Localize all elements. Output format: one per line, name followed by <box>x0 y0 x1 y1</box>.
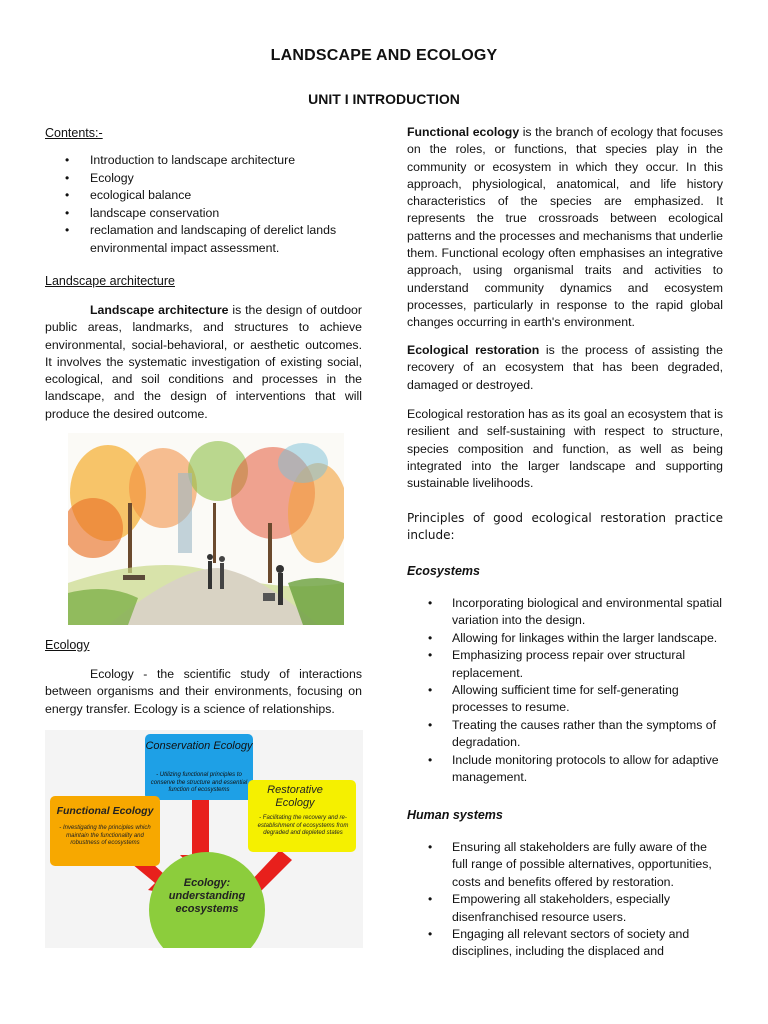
ecology-heading: Ecology <box>45 638 90 652</box>
list-item: • Introduction to landscape architecture <box>45 152 363 170</box>
landscape-architecture-paragraph: Landscape architecture is the design of outdoor public areas, landmarks, and structures to achieve environmental, social-behavioral, or aesthetic outcomes. It involves the systematic investigation of existing social, ecological, and soil conditions and processes in the landscape, and the design of interventions that will produce the desired outcome. <box>45 303 362 421</box>
list-item: • Empowering all stakeholders, especially disenfranchised resource users. <box>407 891 723 926</box>
list-item: • Emphasizing process repair over structural replacement. <box>407 647 723 682</box>
restoration-goal-paragraph: Ecological restoration has as its goal an ecosystem that is resilient and self-sustaining with respect to structure, species composition and function, as well as being integrated into the larger landscape and supporting sustainable livelihoods. <box>407 407 723 491</box>
functional-ecology-term: Functional ecology <box>407 125 520 139</box>
human-systems-list <box>407 839 723 961</box>
functional-text: - Investigating the principles which maintain the functionality and robustness of ecosystems <box>59 825 151 846</box>
human-systems-heading: Human systems <box>407 808 503 822</box>
conservation-text: - Utilizing functional principles to conserve the structure and essential function of ecosystems <box>150 772 248 793</box>
landscape-architecture-heading: Landscape architecture <box>45 274 175 288</box>
restorative-title: Restorative Ecology <box>267 784 323 809</box>
contents-heading: Contents:- <box>45 126 103 140</box>
conservation-title: Conservation Ecology <box>145 740 253 752</box>
ecology-paragraph: Ecology - the scientific study of interactions between organisms and their environments, focusing on energy transfer. Ecology is a science of relationships. <box>45 667 362 716</box>
ecological-restoration-paragraph: Ecological restoration is the process of assisting the recovery of an ecosystem that has been degraded, damaged or destroyed. <box>407 343 723 392</box>
list-item: • reclamation and landscaping of derelict lands environmental impact assessment. <box>45 222 363 257</box>
list-item: • ecological balance <box>45 187 363 205</box>
ecological-restoration-term: Ecological restoration <box>407 343 540 357</box>
landscape-term: Landscape architecture <box>90 303 229 317</box>
ecosystems-list <box>407 595 723 786</box>
center-text: Ecology: understanding ecosystems <box>168 877 246 915</box>
principles-intro: Principles of good ecological restoration practice include: <box>407 511 723 542</box>
list-item: • Allowing sufficient time for self-generating processes to resume. <box>407 682 723 717</box>
document-title: LANDSCAPE AND ECOLOGY <box>270 47 498 64</box>
restorative-text: - Facilitating the recovery and re-establishment of ecosystems from degraded and depleted states <box>257 815 349 836</box>
functional-title: Functional Ecology <box>56 805 154 817</box>
contents-list <box>45 152 363 258</box>
landscape-sketch-image <box>68 433 344 625</box>
list-item: • Ensuring all stakeholders are fully aware of the full range of possible alternatives, opportunities, costs and benefits offered by restoration. <box>407 839 723 891</box>
functional-ecology-paragraph: Functional ecology is the branch of ecology that focuses on the roles, or functions, that species play in the community or ecosystem in which they occur. In this approach, physiological, anatomical, and life history characteristics of the species are emphasized. It represents the true crossroads between ecological patterns and the processes and mechanisms that underlie them. Functional ecology often emphasises an integrative approach, using organismal traits and activities to understand community dynamics and ecosystem processes, particularly in response to the rapid global changes occurring in earth's environment. <box>407 125 723 330</box>
unit-heading: UNIT I INTRODUCTION <box>308 91 460 107</box>
list-item: • Treating the causes rather than the symptoms of degradation. <box>407 717 723 752</box>
list-item: • Engaging all relevant sectors of society and disciplines, including the displaced and <box>407 926 723 961</box>
list-item: • Include monitoring protocols to allow for adaptive management. <box>407 752 723 787</box>
ecosystems-heading: Ecosystems <box>407 564 480 578</box>
list-item: • landscape conservation <box>45 205 363 223</box>
list-item: • Incorporating biological and environmental spatial variation into the design. <box>407 595 723 630</box>
list-item: • Allowing for linkages within the larger landscape. <box>407 630 723 647</box>
list-item: • Ecology <box>45 170 363 188</box>
